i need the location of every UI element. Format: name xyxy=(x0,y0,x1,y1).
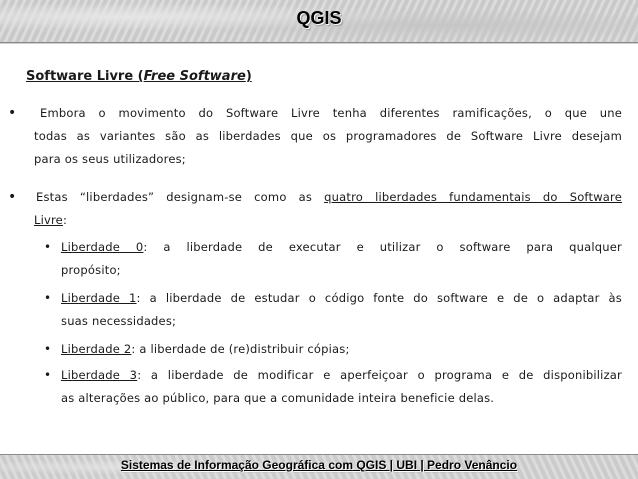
section-heading-suffix: ) xyxy=(245,69,252,84)
liberdades-line xyxy=(34,186,622,209)
liberdades-colon: : xyxy=(62,213,68,227)
bullet-icon: • xyxy=(8,189,17,205)
sub-bullet-icon: • xyxy=(44,368,52,382)
liberdade-1-link[interactable]: Liberdade 1 xyxy=(61,291,137,305)
title-divider xyxy=(0,42,638,43)
slide-title: QGIS xyxy=(296,8,342,28)
liberdade-item xyxy=(61,364,622,410)
section-heading xyxy=(26,69,252,84)
intro-line: para os seus utilizadores; xyxy=(34,152,186,166)
liberdade-line xyxy=(61,287,622,310)
liberdade-1-desc: : a liberdade de estudar o código fonte do software e de o adaptar às xyxy=(136,291,622,305)
sub-bullet-icon: • xyxy=(44,342,52,356)
liberdade-2-link[interactable]: Liberdade 2 xyxy=(61,342,132,356)
liberdades-prefix: Estas “liberdades” designam-se como as xyxy=(36,190,325,204)
section-heading-italic: Free Software xyxy=(143,69,246,84)
liberdades-line xyxy=(34,209,622,232)
footer-text: Sistemas de Informação Geográfica com QGIS | UBI | Pedro Venâncio xyxy=(120,458,518,472)
liberdade-line xyxy=(61,338,622,361)
liberdade-item xyxy=(61,236,622,282)
liberdade-item xyxy=(61,338,622,361)
section-heading-prefix: Software Livre ( xyxy=(26,69,144,84)
intro-paragraph xyxy=(34,102,622,171)
sub-bullet-icon: • xyxy=(44,240,52,254)
software-livre-link[interactable]: Livre xyxy=(34,213,63,227)
liberdade-line: as alterações ao público, para que a comunidade inteira beneficie delas. xyxy=(61,391,495,405)
sub-bullet-icon: • xyxy=(44,291,52,305)
intro-line: Embora o movimento do Software Livre tenha diferentes ramificações, o que une xyxy=(40,106,622,120)
intro-line: todas as variantes são as liberdades que os programadores de Software Livre desejam xyxy=(34,129,622,143)
liberdade-3-link[interactable]: Liberdade 3 xyxy=(61,368,138,382)
liberdade-item xyxy=(61,287,622,333)
liberdade-0-desc: : a liberdade de executar e utilizar o software para qualquer xyxy=(143,240,622,254)
liberdade-line xyxy=(61,236,622,259)
bullet-icon: • xyxy=(8,105,17,121)
quatro-liberdades-link[interactable]: quatro liberdades fundamentais do Software xyxy=(324,190,622,204)
liberdade-line: propósito; xyxy=(61,263,121,277)
liberdades-paragraph xyxy=(34,186,622,232)
liberdade-0-link[interactable]: Liberdade 0 xyxy=(61,240,144,254)
liberdade-3-desc: : a liberdade de modificar e aperfeiçoar o programa e de disponibilizar xyxy=(137,368,622,382)
liberdade-line xyxy=(61,364,622,387)
liberdade-line: suas necessidades; xyxy=(61,314,177,328)
liberdade-2-desc: : a liberdade de (re)distribuir cópias; xyxy=(131,342,350,356)
